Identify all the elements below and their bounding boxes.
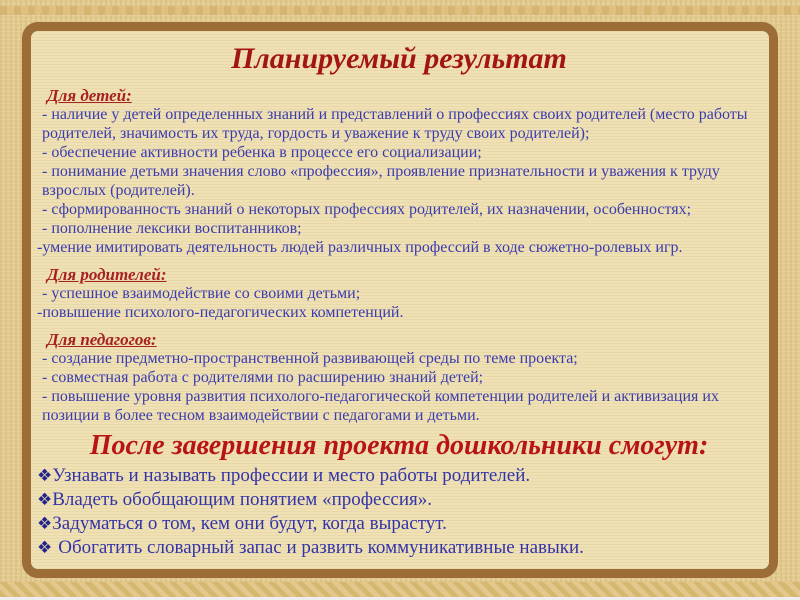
list-item: - понимание детьми значения слово «профессия», проявление признательности и уважения к труду взрослых (родителей). <box>42 163 720 199</box>
section-header-children: Для детей: <box>47 86 132 105</box>
section-for-teachers <box>37 330 761 425</box>
section-header-parents: Для родителей: <box>47 265 167 284</box>
background-stripe-bottom <box>0 582 800 597</box>
outcome-item <box>37 464 761 488</box>
outcome-item-text: Узнавать и называть профессии и место работы родителей. <box>52 465 531 486</box>
section-for-children <box>37 86 761 257</box>
list-item: - пополнение лексики воспитанников; <box>42 220 302 237</box>
background-stripe-top <box>0 6 800 15</box>
list-item: - наличие у детей определенных знаний и представлений о профессиях своих родителей (место работы родителей, значимость их труда, гордость и уважение к труду своих родителей); <box>42 106 748 142</box>
diamond-bullet-icon: ❖ <box>37 466 53 486</box>
list-item: -умение имитировать деятельность людей различных профессий в ходе сюжетно-ролевых игр. <box>37 239 683 256</box>
diamond-bullet-icon: ❖ <box>37 490 53 510</box>
list-item: - сформированность знаний о некоторых профессиях родителей, их назначении, особенностях; <box>42 201 692 218</box>
outcome-item-text: Обогатить словарный запас и развить коммуникативные навыки. <box>58 537 584 558</box>
outcome-list <box>37 464 761 560</box>
slide-frame <box>22 22 778 578</box>
list-item: - совместная работа с родителями по расширению знаний детей; <box>42 369 484 386</box>
list-item: -повышение психолого-педагогических компетенций. <box>37 304 404 321</box>
diamond-bullet-icon: ❖ <box>37 514 53 534</box>
section-header-teachers: Для педагогов: <box>47 330 157 349</box>
outcome-item <box>37 512 761 536</box>
list-item: - успешное взаимодействие со своими детьми; <box>42 285 361 302</box>
slide-title: Планируемый результат <box>231 42 567 75</box>
outcome-item <box>37 536 761 560</box>
outcome-item-text: Задуматься о том, кем они будут, когда вырастут. <box>52 513 447 534</box>
section-for-parents <box>37 265 761 322</box>
list-item: - повышение уровня развития психолого-педагогической компетенции родителей и активизация их позиции в более тесном взаимодействии с педагогами и детьми. <box>42 388 719 424</box>
outcome-item-text: Владеть обобщающим понятием «профессия». <box>52 489 432 510</box>
list-item: - создание предметно-пространственной развивающей среды по теме проекта; <box>42 350 578 367</box>
outcome-item <box>37 488 761 512</box>
list-item: - обеспечение активности ребенка в процессе его социализации; <box>42 144 482 161</box>
diamond-bullet-icon: ❖ <box>37 538 53 558</box>
outcome-heading: После завершения проекта дошкольники смогут: <box>89 430 709 461</box>
